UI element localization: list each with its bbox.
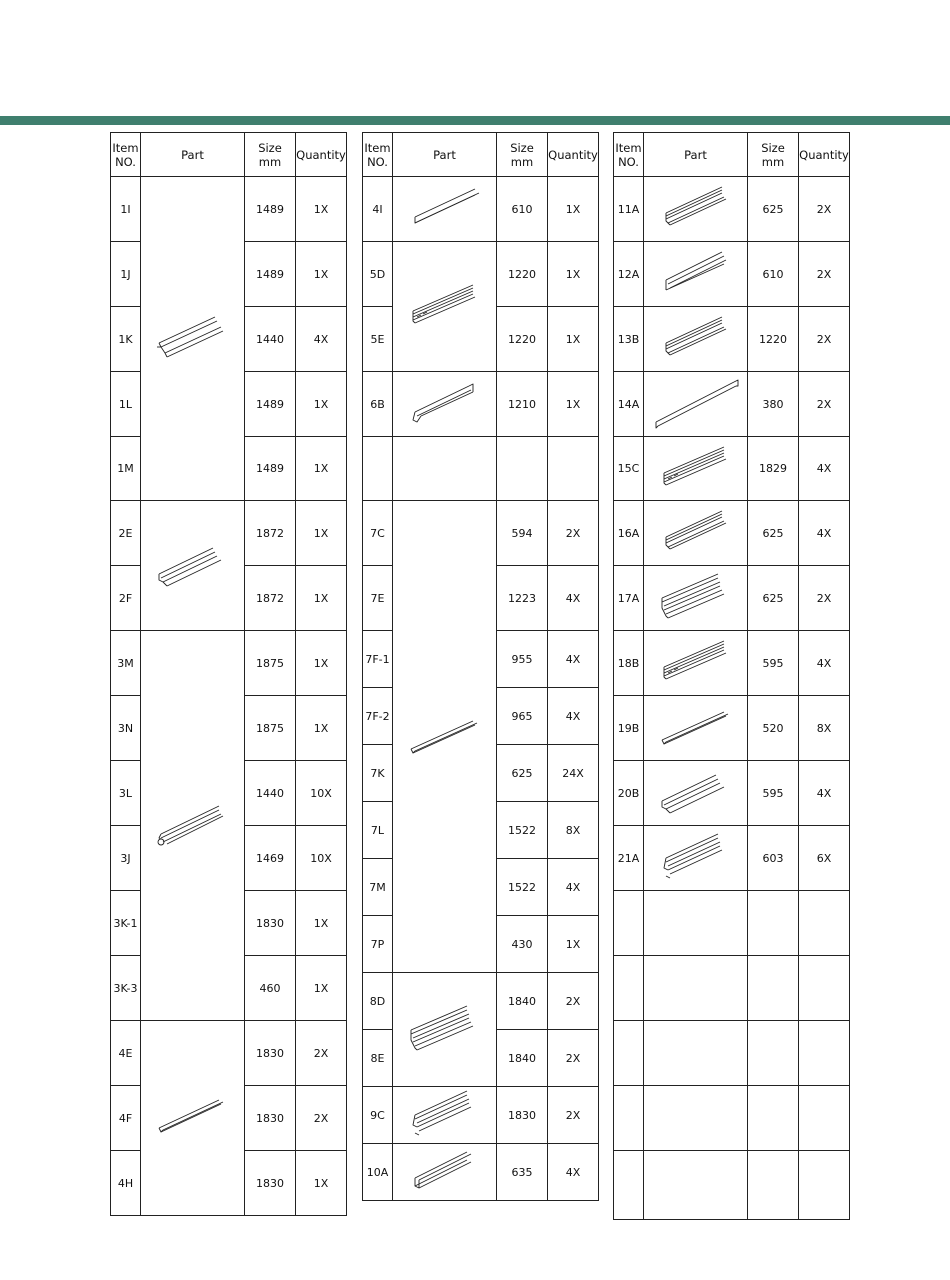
item-number: 10A bbox=[363, 1144, 393, 1201]
table-row bbox=[614, 1021, 850, 1086]
item-number: 3J bbox=[111, 826, 141, 891]
part-image bbox=[393, 177, 497, 242]
size-value: 635 bbox=[497, 1144, 548, 1201]
profile-multi-rib-icon bbox=[652, 637, 740, 689]
item-number: 7F-1 bbox=[363, 631, 393, 688]
header-size-unit: mm bbox=[510, 154, 534, 169]
quantity-value: 1X bbox=[296, 696, 347, 761]
item-number: 3L bbox=[111, 761, 141, 826]
header-item-label: Item bbox=[364, 140, 391, 155]
profile-rib-channel-icon bbox=[652, 507, 740, 559]
table-row bbox=[614, 1151, 850, 1220]
part-image bbox=[393, 973, 497, 1087]
header-size-label: Size bbox=[258, 140, 282, 155]
size-value: 1220 bbox=[497, 307, 548, 372]
size-value: 625 bbox=[748, 177, 799, 242]
quantity-value: 1X bbox=[296, 372, 347, 437]
quantity-value: 2X bbox=[799, 566, 850, 631]
size-value: 1489 bbox=[245, 372, 296, 437]
quantity-value: 2X bbox=[548, 1087, 599, 1144]
item-number: 3M bbox=[111, 631, 141, 696]
item-number: 7P bbox=[363, 916, 393, 973]
quantity-value: 4X bbox=[296, 307, 347, 372]
part-image bbox=[393, 437, 497, 501]
quantity-value: 4X bbox=[548, 566, 599, 631]
size-value: 1829 bbox=[748, 437, 799, 501]
item-number: 7M bbox=[363, 859, 393, 916]
item-number: 8D bbox=[363, 973, 393, 1030]
quantity-value bbox=[799, 891, 850, 956]
item-number bbox=[614, 956, 644, 1021]
table-row bbox=[111, 1021, 347, 1086]
item-number: 17A bbox=[614, 566, 644, 631]
quantity-value: 1X bbox=[548, 372, 599, 437]
item-number: 5E bbox=[363, 307, 393, 372]
table-row bbox=[111, 501, 347, 566]
profile-ribbed-channel-icon bbox=[652, 767, 740, 819]
quantity-value: 2X bbox=[799, 307, 850, 372]
profile-step-channel-icon bbox=[652, 248, 740, 300]
quantity-value: 1X bbox=[296, 242, 347, 307]
profile-thin-angle-icon bbox=[652, 702, 740, 754]
parts-table-2 bbox=[362, 132, 599, 1201]
table-row bbox=[614, 501, 850, 566]
item-number: 7F-2 bbox=[363, 688, 393, 745]
header-quantity: Quantity bbox=[799, 133, 850, 177]
size-value: 1875 bbox=[245, 631, 296, 696]
item-number: 5D bbox=[363, 242, 393, 307]
table-row bbox=[363, 372, 599, 437]
quantity-value: 2X bbox=[296, 1021, 347, 1086]
part-image bbox=[644, 566, 748, 631]
table-row bbox=[614, 761, 850, 826]
item-number: 21A bbox=[614, 826, 644, 891]
quantity-value: 2X bbox=[548, 973, 599, 1030]
part-image bbox=[644, 501, 748, 566]
header-item-no bbox=[111, 133, 141, 177]
quantity-value: 1X bbox=[296, 501, 347, 566]
quantity-value: 2X bbox=[296, 1086, 347, 1151]
profile-hook-channel-icon bbox=[401, 378, 489, 430]
part-image bbox=[141, 501, 245, 631]
header-size-label: Size bbox=[510, 140, 534, 155]
quantity-value: 8X bbox=[548, 802, 599, 859]
size-value: 1840 bbox=[497, 973, 548, 1030]
profile-double-rib-icon bbox=[401, 1004, 489, 1056]
quantity-value: 1X bbox=[296, 956, 347, 1021]
table-row bbox=[614, 891, 850, 956]
size-value bbox=[748, 891, 799, 956]
size-value: 1469 bbox=[245, 826, 296, 891]
item-number: 20B bbox=[614, 761, 644, 826]
quantity-value: 1X bbox=[548, 242, 599, 307]
quantity-value: 2X bbox=[548, 501, 599, 566]
item-number: 9C bbox=[363, 1087, 393, 1144]
part-image bbox=[644, 437, 748, 501]
table-row bbox=[363, 1144, 599, 1201]
size-value bbox=[748, 1086, 799, 1151]
part-image bbox=[644, 242, 748, 307]
quantity-value: 4X bbox=[799, 761, 850, 826]
header-part: Part bbox=[141, 133, 245, 177]
table-row bbox=[363, 973, 599, 1030]
header-no-label: NO. bbox=[367, 154, 388, 169]
quantity-value bbox=[548, 437, 599, 501]
item-number: 11A bbox=[614, 177, 644, 242]
item-number: 3K-1 bbox=[111, 891, 141, 956]
quantity-value: 2X bbox=[548, 1030, 599, 1087]
item-number: 3K-3 bbox=[111, 956, 141, 1021]
item-number: 19B bbox=[614, 696, 644, 761]
item-number bbox=[614, 1086, 644, 1151]
item-number: 4F bbox=[111, 1086, 141, 1151]
quantity-value: 8X bbox=[799, 696, 850, 761]
item-number: 12A bbox=[614, 242, 644, 307]
size-value: 1489 bbox=[245, 177, 296, 242]
table-row bbox=[111, 177, 347, 242]
size-value: 1522 bbox=[497, 802, 548, 859]
table-row bbox=[363, 242, 599, 307]
quantity-value bbox=[799, 1086, 850, 1151]
profile-rib-channel-icon bbox=[652, 183, 740, 235]
part-image bbox=[393, 372, 497, 437]
size-value: 1830 bbox=[245, 1086, 296, 1151]
size-value: 430 bbox=[497, 916, 548, 973]
header-item-label: Item bbox=[615, 140, 642, 155]
size-value: 1872 bbox=[245, 566, 296, 631]
size-value: 594 bbox=[497, 501, 548, 566]
part-image bbox=[644, 1151, 748, 1220]
quantity-value: 1X bbox=[548, 307, 599, 372]
size-value: 965 bbox=[497, 688, 548, 745]
size-value: 1522 bbox=[497, 859, 548, 916]
item-number bbox=[614, 1151, 644, 1220]
size-value: 1872 bbox=[245, 501, 296, 566]
size-value: 1830 bbox=[245, 1021, 296, 1086]
size-value bbox=[748, 1151, 799, 1220]
item-number: 1J bbox=[111, 242, 141, 307]
quantity-value: 1X bbox=[296, 1151, 347, 1216]
header-size bbox=[748, 133, 799, 177]
quantity-value: 4X bbox=[799, 437, 850, 501]
size-value: 625 bbox=[748, 566, 799, 631]
profile-thin-angle-icon bbox=[401, 711, 489, 763]
part-image bbox=[644, 1086, 748, 1151]
profile-multi-rib-icon bbox=[652, 443, 740, 495]
table-row bbox=[614, 696, 850, 761]
quantity-value bbox=[799, 1021, 850, 1086]
quantity-value: 1X bbox=[296, 177, 347, 242]
item-number: 13B bbox=[614, 307, 644, 372]
quantity-value bbox=[799, 956, 850, 1021]
item-number: 7K bbox=[363, 745, 393, 802]
header-size-unit: mm bbox=[761, 154, 785, 169]
item-number bbox=[614, 1021, 644, 1086]
header-size-label: Size bbox=[761, 140, 785, 155]
size-value: 1220 bbox=[748, 307, 799, 372]
quantity-value: 2X bbox=[799, 372, 850, 437]
part-image bbox=[644, 177, 748, 242]
header-item-no bbox=[614, 133, 644, 177]
item-number: 7L bbox=[363, 802, 393, 859]
table-row bbox=[363, 437, 599, 501]
item-number: 1M bbox=[111, 437, 141, 501]
size-value: 1489 bbox=[245, 242, 296, 307]
size-value: 1223 bbox=[497, 566, 548, 631]
item-number: 1I bbox=[111, 177, 141, 242]
quantity-value: 10X bbox=[296, 826, 347, 891]
size-value: 1440 bbox=[245, 761, 296, 826]
quantity-value: 4X bbox=[548, 688, 599, 745]
quantity-value: 1X bbox=[548, 177, 599, 242]
part-image bbox=[644, 826, 748, 891]
size-value: 610 bbox=[748, 242, 799, 307]
quantity-value: 24X bbox=[548, 745, 599, 802]
part-image bbox=[644, 1021, 748, 1086]
size-value: 1489 bbox=[245, 437, 296, 501]
table-row bbox=[614, 1086, 850, 1151]
size-value bbox=[748, 1021, 799, 1086]
parts-table-1 bbox=[110, 132, 347, 1216]
table-row bbox=[363, 177, 599, 242]
size-value: 460 bbox=[245, 956, 296, 1021]
profile-flat-channel-icon bbox=[401, 183, 489, 235]
part-image bbox=[644, 696, 748, 761]
size-value: 1875 bbox=[245, 696, 296, 761]
table-row bbox=[614, 956, 850, 1021]
quantity-value: 4X bbox=[548, 1144, 599, 1201]
size-value bbox=[497, 437, 548, 501]
item-number: 14A bbox=[614, 372, 644, 437]
header-quantity: Quantity bbox=[548, 133, 599, 177]
quantity-value: 4X bbox=[799, 631, 850, 696]
parts-table-3 bbox=[613, 132, 850, 1220]
header-accent-band bbox=[0, 116, 950, 125]
size-value: 625 bbox=[748, 501, 799, 566]
header-size-unit: mm bbox=[258, 154, 282, 169]
quantity-value: 4X bbox=[548, 859, 599, 916]
part-image bbox=[393, 242, 497, 372]
size-value: 1840 bbox=[497, 1030, 548, 1087]
table-row bbox=[614, 242, 850, 307]
part-image bbox=[393, 1144, 497, 1201]
header-part: Part bbox=[393, 133, 497, 177]
quantity-value: 1X bbox=[548, 916, 599, 973]
quantity-value: 10X bbox=[296, 761, 347, 826]
item-number: 1K bbox=[111, 307, 141, 372]
quantity-value: 2X bbox=[799, 177, 850, 242]
part-image bbox=[141, 1021, 245, 1216]
size-value: 1830 bbox=[245, 891, 296, 956]
header-part: Part bbox=[644, 133, 748, 177]
size-value: 1830 bbox=[245, 1151, 296, 1216]
size-value: 1830 bbox=[497, 1087, 548, 1144]
header-size bbox=[245, 133, 296, 177]
table-row bbox=[614, 177, 850, 242]
table-row bbox=[614, 437, 850, 501]
header-size bbox=[497, 133, 548, 177]
header-item-no bbox=[363, 133, 393, 177]
size-value: 625 bbox=[497, 745, 548, 802]
item-number: 18B bbox=[614, 631, 644, 696]
item-number: 4H bbox=[111, 1151, 141, 1216]
quantity-value: 1X bbox=[296, 566, 347, 631]
size-value: 595 bbox=[748, 761, 799, 826]
profile-t-rail-icon bbox=[652, 832, 740, 884]
size-value: 955 bbox=[497, 631, 548, 688]
profile-z-channel-icon bbox=[149, 313, 237, 365]
size-value: 1210 bbox=[497, 372, 548, 437]
profile-t-rail-icon bbox=[401, 1089, 489, 1141]
quantity-value: 4X bbox=[548, 631, 599, 688]
part-image bbox=[644, 891, 748, 956]
table-row bbox=[111, 631, 347, 696]
item-number: 7E bbox=[363, 566, 393, 631]
item-number: 3N bbox=[111, 696, 141, 761]
part-image bbox=[644, 307, 748, 372]
size-value: 380 bbox=[748, 372, 799, 437]
part-image bbox=[644, 956, 748, 1021]
part-image bbox=[644, 372, 748, 437]
part-image bbox=[393, 501, 497, 973]
part-image bbox=[644, 761, 748, 826]
profile-double-rib-icon bbox=[652, 572, 740, 624]
profile-long-bar-icon bbox=[652, 378, 740, 430]
item-number bbox=[614, 891, 644, 956]
quantity-value: 2X bbox=[799, 242, 850, 307]
table-row bbox=[614, 566, 850, 631]
quantity-value: 1X bbox=[296, 437, 347, 501]
size-value: 610 bbox=[497, 177, 548, 242]
part-image bbox=[141, 177, 245, 501]
table-row bbox=[363, 1087, 599, 1144]
header-no-label: NO. bbox=[115, 154, 136, 169]
quantity-value: 1X bbox=[296, 631, 347, 696]
size-value: 1220 bbox=[497, 242, 548, 307]
item-number: 1L bbox=[111, 372, 141, 437]
header-quantity: Quantity bbox=[296, 133, 347, 177]
item-number: 2F bbox=[111, 566, 141, 631]
header-no-label: NO. bbox=[618, 154, 639, 169]
size-value: 603 bbox=[748, 826, 799, 891]
table-row bbox=[614, 307, 850, 372]
table-row bbox=[363, 501, 599, 566]
part-image bbox=[141, 631, 245, 1021]
item-number: 6B bbox=[363, 372, 393, 437]
profile-rib-channel-icon bbox=[652, 313, 740, 365]
profile-angle-icon bbox=[149, 1092, 237, 1144]
item-number: 4I bbox=[363, 177, 393, 242]
quantity-value bbox=[799, 1151, 850, 1220]
size-value: 1440 bbox=[245, 307, 296, 372]
item-number bbox=[363, 437, 393, 501]
item-number: 2E bbox=[111, 501, 141, 566]
item-number: 7C bbox=[363, 501, 393, 566]
quantity-value: 6X bbox=[799, 826, 850, 891]
quantity-value: 1X bbox=[296, 891, 347, 956]
size-value bbox=[748, 956, 799, 1021]
profile-box-channel-icon bbox=[401, 1146, 489, 1198]
profile-ribbed-channel-icon bbox=[149, 540, 237, 592]
item-number: 8E bbox=[363, 1030, 393, 1087]
table-row bbox=[614, 372, 850, 437]
item-number: 16A bbox=[614, 501, 644, 566]
item-number: 15C bbox=[614, 437, 644, 501]
profile-rounded-channel-icon bbox=[149, 800, 237, 852]
table-row bbox=[614, 631, 850, 696]
part-image bbox=[393, 1087, 497, 1144]
part-image bbox=[644, 631, 748, 696]
quantity-value: 4X bbox=[799, 501, 850, 566]
profile-multi-rib-icon bbox=[401, 281, 489, 333]
header-item-label: Item bbox=[112, 140, 139, 155]
table-row bbox=[614, 826, 850, 891]
size-value: 595 bbox=[748, 631, 799, 696]
item-number: 4E bbox=[111, 1021, 141, 1086]
size-value: 520 bbox=[748, 696, 799, 761]
